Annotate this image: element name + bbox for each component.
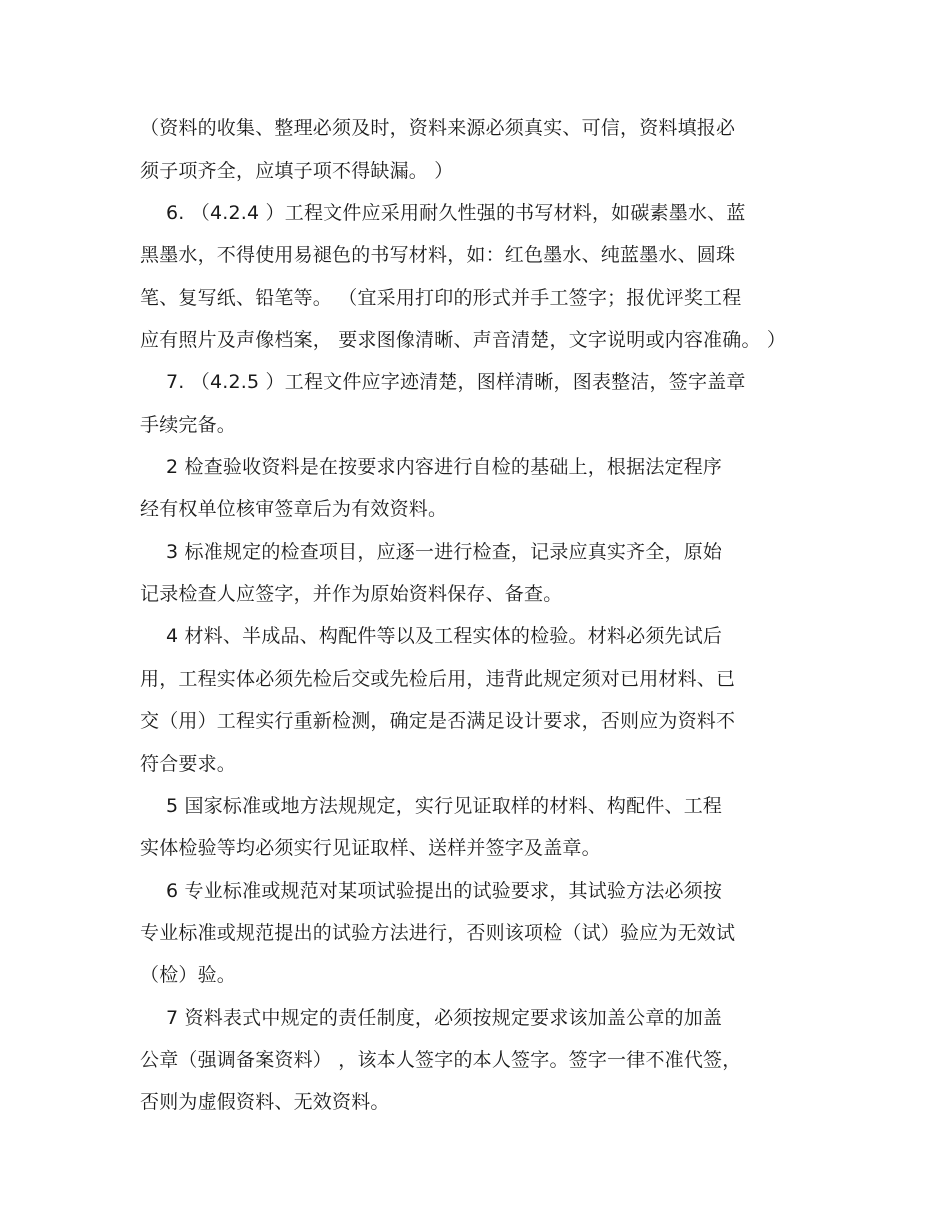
text-line-9: 2 检查验收资料是在按要求内容进行自检的基础上，根据法定程序 xyxy=(166,456,723,478)
text-line-24: 否则为虚假资料、无效资料。 xyxy=(140,1091,390,1113)
text-line-14: 用，工程实体必须先检后交或先检后用，违背此规定须对已用材料、已 xyxy=(140,668,736,690)
text-line-6: 应有照片及声像档案， 要求图像清晰、声音清楚，文字说明或内容准确。 ） xyxy=(140,329,787,351)
text-line-12: 记录检查人应签字，并作为原始资料保存、备查。 xyxy=(140,583,563,605)
text-line-19: 6 专业标准或规范对某项试验提出的试验要求，其试验方法必须按 xyxy=(166,880,723,902)
text-line-1: （资料的收集、整理必须及时，资料来源必须真实、可信，资料填报必 xyxy=(140,117,736,139)
text-line-7: 7. （4.2.5 ）工程文件应字迹清楚，图样清晰，图表整洁，签字盖章 xyxy=(166,371,746,393)
text-line-23: 公章（强调备案资料） ，该本人签字的本人签字。签字一律不准代签， xyxy=(140,1049,742,1071)
text-line-20: 专业标准或规范提出的试验方法进行，否则该项检（试）验应为无效试 xyxy=(140,922,736,944)
text-line-18: 实体检验等均必须实行见证取样、送样并签字及盖章。 xyxy=(140,837,601,859)
text-line-2: 须子项齐全，应填子项不得缺漏。 ） xyxy=(140,160,454,182)
text-line-21: （检）验。 xyxy=(140,964,237,986)
text-line-22: 7 资料表式中规定的责任制度，必须按规定要求该加盖公章的加盖 xyxy=(166,1007,723,1029)
text-line-15: 交（用）工程实行重新检测，确定是否满足设计要求，否则应为资料不 xyxy=(140,710,736,732)
text-line-10: 经有权单位核审签章后为有效资料。 xyxy=(140,498,448,520)
text-line-8: 手续完备。 xyxy=(140,414,237,436)
text-line-11: 3 标准规定的检查项目，应逐一进行检查，记录应真实齐全，原始 xyxy=(166,541,723,563)
text-line-13: 4 材料、半成品、构配件等以及工程实体的检验。材料必须先试后 xyxy=(166,625,723,647)
text-line-5: 笔、复写纸、铅笔等。 （宜采用打印的形式并手工签字；报优评奖工程 xyxy=(140,287,742,309)
text-line-16: 符合要求。 xyxy=(140,753,237,775)
text-line-4: 黑墨水，不得使用易褪色的书写材料，如：红色墨水、纯蓝墨水、圆珠 xyxy=(140,244,736,266)
text-line-3: 6. （4.2.4 ）工程文件应采用耐久性强的书写材料，如碳素墨水、蓝 xyxy=(166,202,746,224)
text-line-17: 5 国家标准或地方法规规定，实行见证取样的材料、构配件、工程 xyxy=(166,795,723,817)
